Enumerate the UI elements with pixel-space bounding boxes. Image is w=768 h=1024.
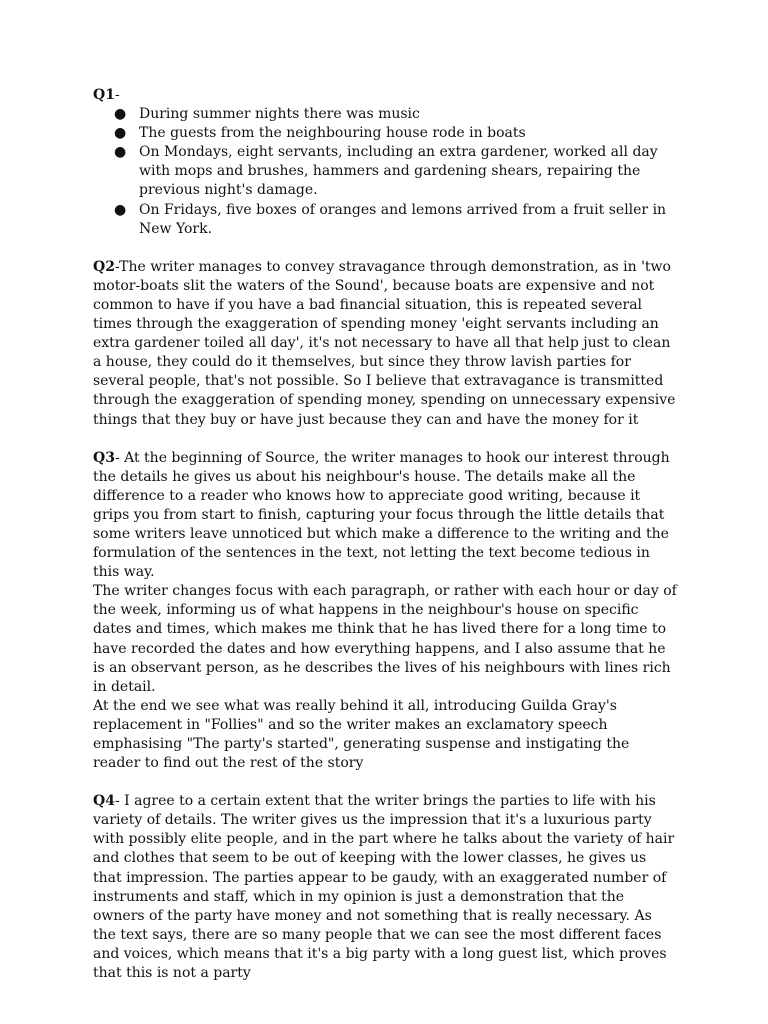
question-3-label: Q3 [93, 449, 115, 466]
bullet-icon: ● [114, 144, 127, 161]
paragraph-gap [93, 239, 678, 258]
question-3 [93, 449, 678, 774]
question-2-paragraph [93, 258, 678, 430]
bullet-text: During summer nights there was music [139, 106, 420, 123]
paragraph-gap [93, 430, 678, 449]
question-3-paragraph-1 [93, 449, 678, 583]
question-1-bullet-list [93, 105, 678, 239]
question-4-label: Q4 [93, 793, 115, 810]
question-1-suffix: - [114, 87, 120, 103]
bullet-text: On Fridays, five boxes of oranges and lemons arrived from a fruit seller in New York. [139, 201, 667, 237]
list-item [114, 124, 678, 143]
bullet-text: On Mondays, eight servants, including an extra gardener, worked all day with mops and brushes, hammers and gardening shears, repairing the previous night's damage. [139, 144, 658, 199]
bullet-text: The guests from the neighbouring house rode in boats [139, 125, 526, 142]
question-4 [93, 792, 678, 983]
question-3-text: - At the beginning of Source, the writer manages to hook our interest through the details he gives us about his neighbour's house. The details make all the difference to a reader who knows how to appreciate good writing, because it grips you from start to finish, capturing your focus through the little details that some writers leave unnoticed but which make a difference to the writing and the formulation of the sentences in the text, not letting the text become tedious in this way. [93, 449, 670, 581]
bullet-icon: ● [114, 106, 127, 123]
question-2-label: Q2 [93, 258, 115, 275]
question-1-label: Q1 [93, 87, 115, 103]
question-4-text: - I agree to a certain extent that the writer brings the parties to life with his variety of details. The writer gives us the impression that it's a luxurious party with possibly elite people, and in the part where he talks about the variety of hair and clothes that seem to be out of keeping with the lower classes, he gives us that impression. The parties appear to be gaudy, with an exaggerated number of instruments and staff, which in my opinion is just a demonstration that the owners of the party have money and not something that is really necessary. As the text says, there are so many people that we can see the most different faces and voices, which means that it's a big party with a long guest list, which proves that this is not a party [93, 793, 675, 982]
question-1-heading [93, 86, 678, 105]
question-3-paragraph-3: At the end we see what was really behind it all, introducing Guilda Gray's replacement in "Follies" and so the writer makes an exclamatory speech emphasising "The party's started", generating suspense and instigating the reader to find out the rest of the story [93, 697, 630, 772]
list-item [114, 201, 678, 239]
list-item [114, 105, 678, 124]
bullet-icon: ● [114, 201, 127, 218]
question-1 [93, 86, 678, 239]
question-2-text: -The writer manages to convey stravagance through demonstration, as in 'two motor-boats slit the waters of the Sound', because boats are expensive and not common to have if you have a bad financial situation, this is repeated several times through the exaggeration of spending money 'eight servants including an extra gardener toiled all day', it's not necessary to have all that help just to clean a house, they could do it themselves, but since they throw lavish parties for several people, that's not possible. So I believe that extravagance is transmitted through the exaggeration of spending money, spending on unnecessary expensive things that they buy or have just because they can and have the money for it [93, 258, 676, 428]
document-page [93, 86, 678, 983]
question-4-paragraph [93, 792, 678, 983]
paragraph-gap [93, 773, 678, 792]
bullet-icon: ● [114, 125, 127, 142]
question-2 [93, 258, 678, 430]
list-item [114, 143, 678, 200]
question-3-paragraph-2: The writer changes focus with each paragraph, or rather with each hour or day of the week, informing us of what happens in the neighbour's house on specific dates and times, which makes me think that he has lived there for a long time to have recorded the dates and how everything happens, and I also assume that he is an observant person, as he describes the lives of his neighbours with lines rich in detail. [93, 583, 677, 695]
